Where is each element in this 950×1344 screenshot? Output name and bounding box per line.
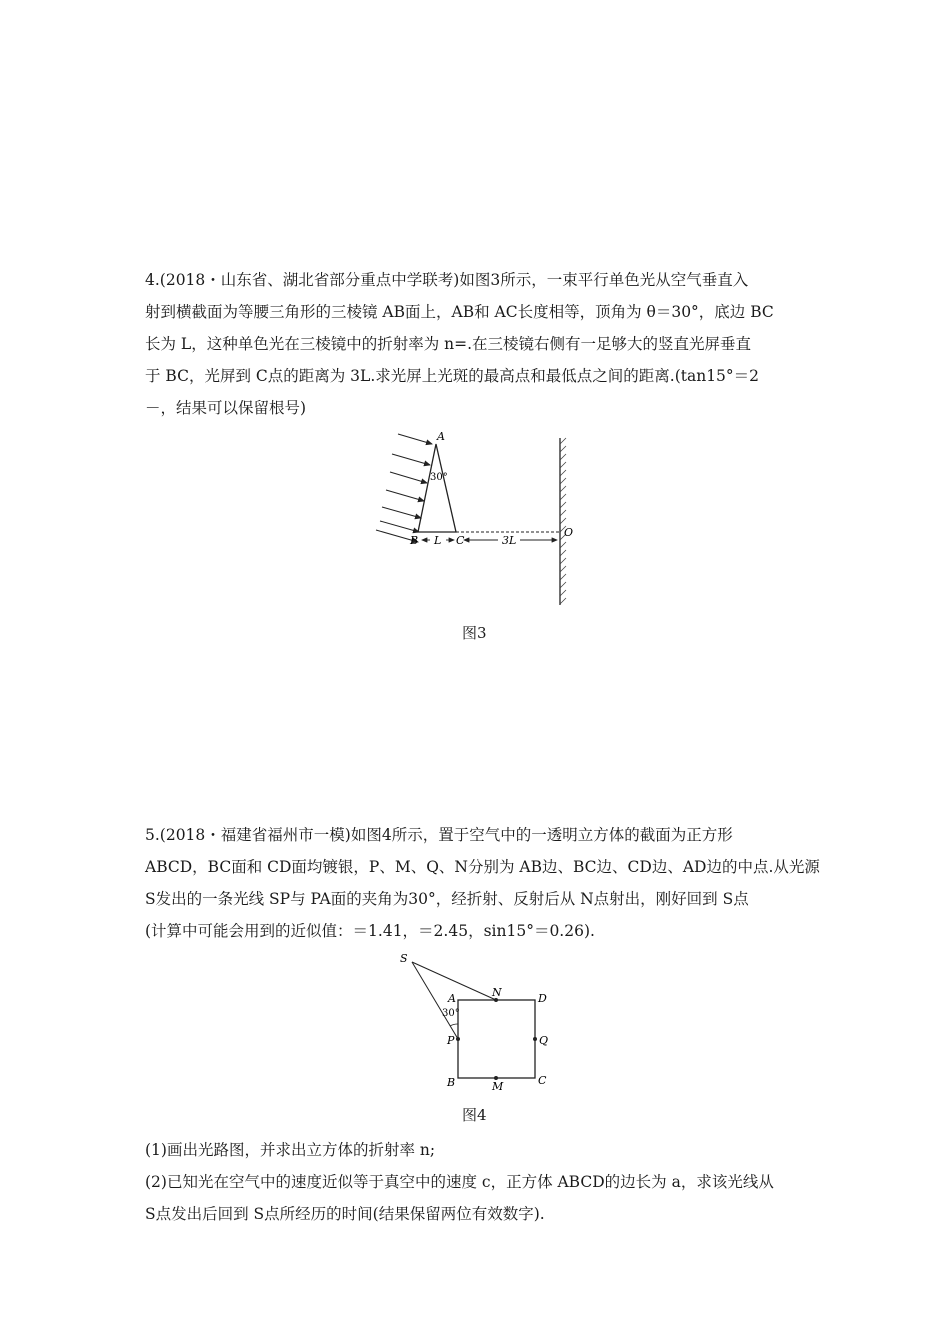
label-angle-30: 30° bbox=[430, 472, 448, 483]
label-A: A bbox=[448, 992, 456, 1005]
problem-4-line-3: 长为 L，这种单色光在三棱镜中的折射率为 n=.在三棱镜右侧有一足够大的竖直光屏垂直 bbox=[145, 335, 752, 353]
label-L: L bbox=[434, 534, 442, 547]
label-N: N bbox=[492, 986, 502, 999]
prism-triangle bbox=[418, 444, 456, 532]
label-C: C bbox=[538, 1074, 547, 1087]
problem-4-line-2: 射到横截面为等腰三角形的三棱镜 AB面上，AB和 AC长度相等，顶角为 θ＝30°，底边 BC bbox=[145, 303, 774, 321]
label-Q: Q bbox=[539, 1034, 549, 1047]
sub-question-2: (2)已知光在空气中的速度近似等于真空中的速度 c，正方体 ABCD的边长为 a，求该光线从 bbox=[145, 1173, 774, 1191]
incident-light-rays bbox=[376, 434, 432, 542]
problem-4-text bbox=[145, 264, 817, 424]
figure-3-prism-diagram bbox=[360, 420, 600, 615]
label-C: C bbox=[456, 534, 465, 547]
problem-5-line-3: S发出的一条光线 SP与 PA面的夹角为30°，经折射、反射后从 N点射出，刚好回到 S点 bbox=[145, 890, 749, 908]
figure-4-cube-diagram bbox=[392, 950, 562, 1095]
problem-4-line-1: 4.(2018・山东省、湖北省部分重点中学联考)如图3所示，一束平行单色光从空气垂直入 bbox=[145, 271, 749, 289]
label-P: P bbox=[447, 1034, 455, 1047]
angle-arc bbox=[450, 1024, 458, 1026]
problem-4-line-5: －，结果可以保留根号) bbox=[145, 399, 307, 417]
problem-5-sub-questions bbox=[145, 1134, 817, 1230]
label-D: D bbox=[538, 992, 547, 1005]
problem-5-line-4: (计算中可能会用到的近似值：＝1.41，＝2.45，sin15°＝0.26). bbox=[145, 922, 595, 940]
figure-3-caption: 图3 bbox=[462, 624, 487, 642]
problem-5-text bbox=[145, 819, 820, 947]
sub-question-2-cont: S点发出后回到 S点所经历的时间(结果保留两位有效数字). bbox=[145, 1205, 545, 1223]
sub-question-1: (1)画出光路图，并求出立方体的折射率 n; bbox=[145, 1141, 436, 1159]
label-A: A bbox=[437, 430, 445, 443]
label-M: M bbox=[492, 1080, 504, 1093]
label-B: B bbox=[447, 1076, 456, 1089]
label-B: B bbox=[410, 534, 419, 547]
square-ABCD bbox=[458, 1000, 535, 1078]
problem-5-line-2: ABCD，BC面和 CD面均镀银，P、M、Q、N分别为 AB边、BC边、CD边、AD边的中点.从光源 bbox=[145, 858, 820, 876]
figure-4-caption: 图4 bbox=[462, 1106, 487, 1124]
label-angle-30: 30° bbox=[442, 1008, 460, 1019]
problem-4-line-4: 于 BC，光屏到 C点的距离为 3L.求光屏上光斑的最高点和最低点之间的距离.(tan15°＝2 bbox=[145, 367, 760, 385]
label-3L: 3L bbox=[502, 534, 517, 547]
label-O: O bbox=[564, 526, 574, 539]
label-S: S bbox=[400, 952, 408, 965]
light-screen bbox=[560, 438, 566, 605]
point-Q bbox=[533, 1037, 537, 1041]
problem-5-line-1: 5.(2018・福建省福州市一模)如图4所示，置于空气中的一透明立方体的截面为正方形 bbox=[145, 826, 733, 844]
point-P bbox=[456, 1037, 460, 1041]
